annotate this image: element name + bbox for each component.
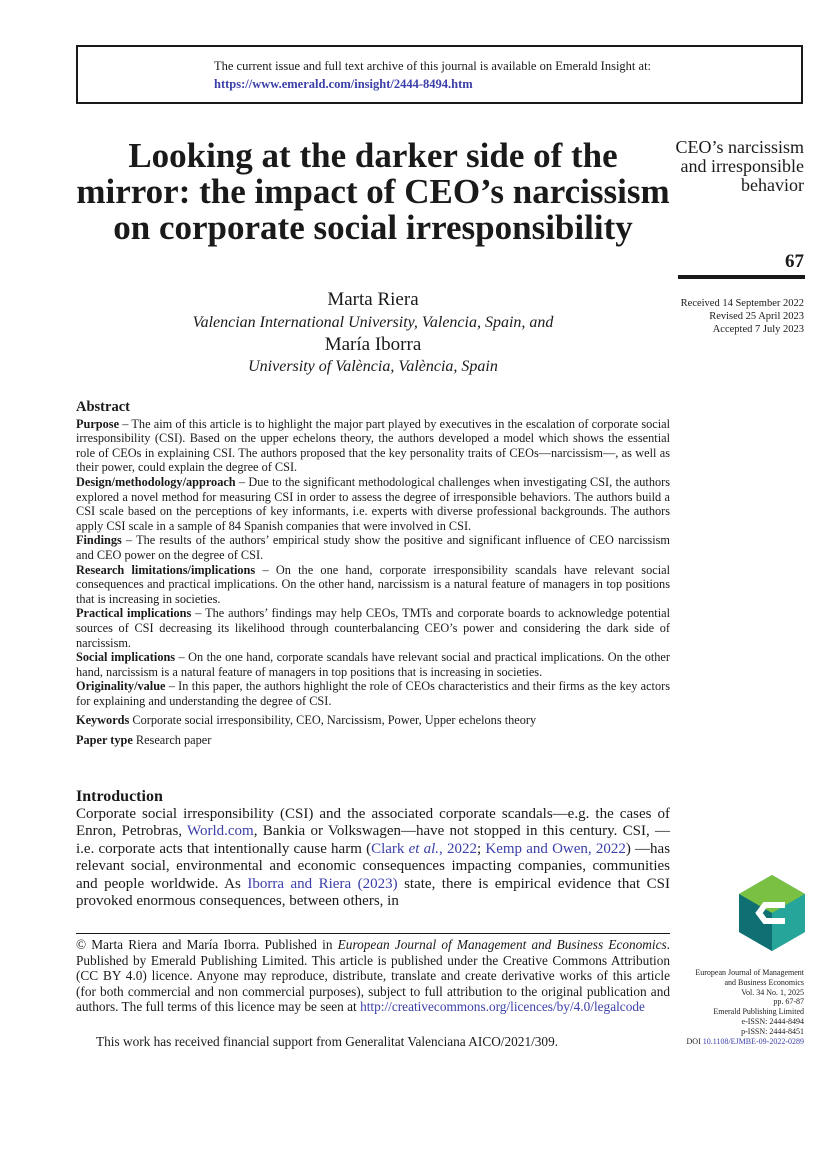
date-received: Received 14 September 2022 xyxy=(680,298,804,309)
abstract-heading: Abstract xyxy=(76,399,130,415)
citation-iborra-link[interactable]: Iborra and Riera (2023) xyxy=(247,875,398,892)
section-label: Design/methodology/approach xyxy=(76,474,236,489)
article-title: Looking at the darker side of the mirror: the impact of CEO’s narcissism on corporate social irresponsibility xyxy=(76,136,670,247)
section-label: Social implications xyxy=(76,650,176,665)
journal-info: European Journal of Management and Business Economics Vol. 34 No. 1, 2025 pp. 67-87 Emerald Publishing Limited e-ISSN: 2444-8494 p-ISSN: 2444-8451 DOI 10.1108/EJMBE-09-2022-0289 xyxy=(664,968,804,1046)
author-affiliation-2: University of València, València, Spain xyxy=(248,358,498,375)
section-label: Practical implications xyxy=(76,606,192,621)
article-dates xyxy=(681,297,804,336)
author-name-2: María Iborra xyxy=(324,334,422,355)
date-accepted: Accepted 7 July 2023 xyxy=(712,324,804,335)
section-text: – Due to the significant methodological challenges when investigating CSI, the authors explored a novel method for measuring CSI in order to assess the degree of irresponsible behaviors. The authors build a CSI scale based on the perceptions of key informants, i.e. experts with diverse professional backgrounds. The authors apply CSI scale in a sample of 84 Spanish companies that were involved in CSI. xyxy=(76,474,670,533)
license-url-link[interactable]: http://creativecommons.org/licences/by/4.0/legalcode xyxy=(360,999,645,1015)
abstract-design xyxy=(76,475,670,533)
abstract-limitations xyxy=(76,563,670,607)
paper-type-label: Paper type xyxy=(76,733,133,748)
license-note: © Marta Riera and María Iborra. Published in European Journal of Management and Business Economics. Published by Emerald Publishing Limited. This article is published under the Creative Commons Attribution (CC BY 4.0) licence. Anyone may reproduce, distribute, translate and create derivative works of this article (for both commercial and non commercial purposes), subject to full attribution to the original publication and authors. The full terms of this licence may be seen at http://creativecommons.org/licences/by/4.0/legalcode xyxy=(76,937,670,1015)
journal-access-box xyxy=(76,45,803,104)
abstract-practical xyxy=(76,606,670,650)
introduction xyxy=(76,788,670,911)
keywords xyxy=(76,713,670,728)
doi-link[interactable]: 10.1108/EJMBE-09-2022-0289 xyxy=(702,1036,804,1046)
abstract-findings xyxy=(76,533,670,562)
journal-name: European Journal of Management and Business Economics xyxy=(337,937,667,952)
section-label: Research limitations/implications xyxy=(76,562,256,577)
section-text: – The aim of this article is to highlight the major part played by executives in the escalation of corporate social irresponsibility (CSI). Based on the upper echelons theory, the authors developed a model which shows the essential role of CEOs in explaining CSI. The authors proposed that the key personality traits of CEOs—narcissism—, as well as their power, could explain the degree of CSI. xyxy=(76,416,670,475)
author-affiliation-1: Valencian International University, Valencia, Spain, and xyxy=(192,314,554,331)
keywords-text: Corporate social irresponsibility, CEO, Narcissism, Power, Upper echelons theory xyxy=(129,713,537,728)
keywords-label: Keywords xyxy=(76,713,130,728)
worldcom-link[interactable]: World.com xyxy=(187,823,254,839)
section-text: – In this paper, the authors highlight the role of CEOs characteristics and their firms as the key actors for explaining and understanding the degree of CSI. xyxy=(76,679,670,708)
abstract-purpose xyxy=(76,417,670,475)
journal-url-link[interactable]: https://www.emerald.com/insight/2444-8494.htm xyxy=(214,77,473,91)
citation-kemp-link[interactable]: Kemp and Owen, 2022 xyxy=(485,840,626,857)
page-number: 67 xyxy=(785,251,804,272)
abstract-originality xyxy=(76,679,670,708)
author-name-1: Marta Riera xyxy=(327,289,419,310)
running-title: CEO’s narcissism and irresponsible behavior xyxy=(675,137,804,195)
paper-type xyxy=(76,733,670,748)
funding-note: This work has received financial support from Generalitat Valenciana AICO/2021/309. xyxy=(96,1034,559,1049)
access-note: The current issue and full text archive of this journal is available on Emerald Insight at: xyxy=(214,59,652,73)
section-label: Findings xyxy=(76,533,122,548)
section-text: – On the one hand, corporate scandals have relevant social and practical implications. On the other hand, narcissism is a natural feature of managers in top positions that is increasing in societies. xyxy=(76,650,670,679)
section-label: Originality/value xyxy=(76,679,166,694)
paper-type-text: Research paper xyxy=(132,733,212,748)
date-revised: Revised 25 April 2023 xyxy=(709,311,804,322)
section-label: Purpose xyxy=(76,416,120,431)
footnote-rule xyxy=(76,933,670,934)
section-text: – On the one hand, corporate irresponsibility scandals have relevant social consequences and practical implications. On the other hand, narcissism is a natural feature of managers in top positions that is increasing in societies. xyxy=(76,562,670,606)
introduction-paragraph: Corporate social irresponsibility (CSI) and the associated corporate scandals—e.g. the cases of Enron, Petrobras, World.com, Bankia or Volkswagen—have not stopped in this century. CSI, —i.e. corporate acts that intentionally cause harm (Clark et al., 2022; Kemp and Owen, 2022) —has relevant social, environmental and economic consequences impacting companies, communities and people worldwide. As Iborra and Riera (2023) state, there is empirical evidence that CSI provoked enormous consequences, between others, in xyxy=(76,805,671,909)
abstract-social xyxy=(76,650,670,679)
side-divider xyxy=(678,275,805,279)
citation-clark-link[interactable]: Clark et al., 2022 xyxy=(371,840,477,857)
introduction-heading: Introduction xyxy=(76,788,163,805)
abstract xyxy=(76,400,670,748)
doi: DOI 10.1108/EJMBE-09-2022-0289 xyxy=(686,1036,804,1046)
section-text: – The results of the authors’ empirical study show the positive and significant influence of CEO narcissism and CEO power on the degree of CSI. xyxy=(76,533,670,562)
section-text: – The authors’ findings may help CEOs, TMTs and corporate boards to acknowledge potential sources of CSI decreasing its likelihood through counterbalancing CEO’s power and considering the dark side of narcissism. xyxy=(76,606,670,650)
journal-logo-icon xyxy=(737,873,807,953)
